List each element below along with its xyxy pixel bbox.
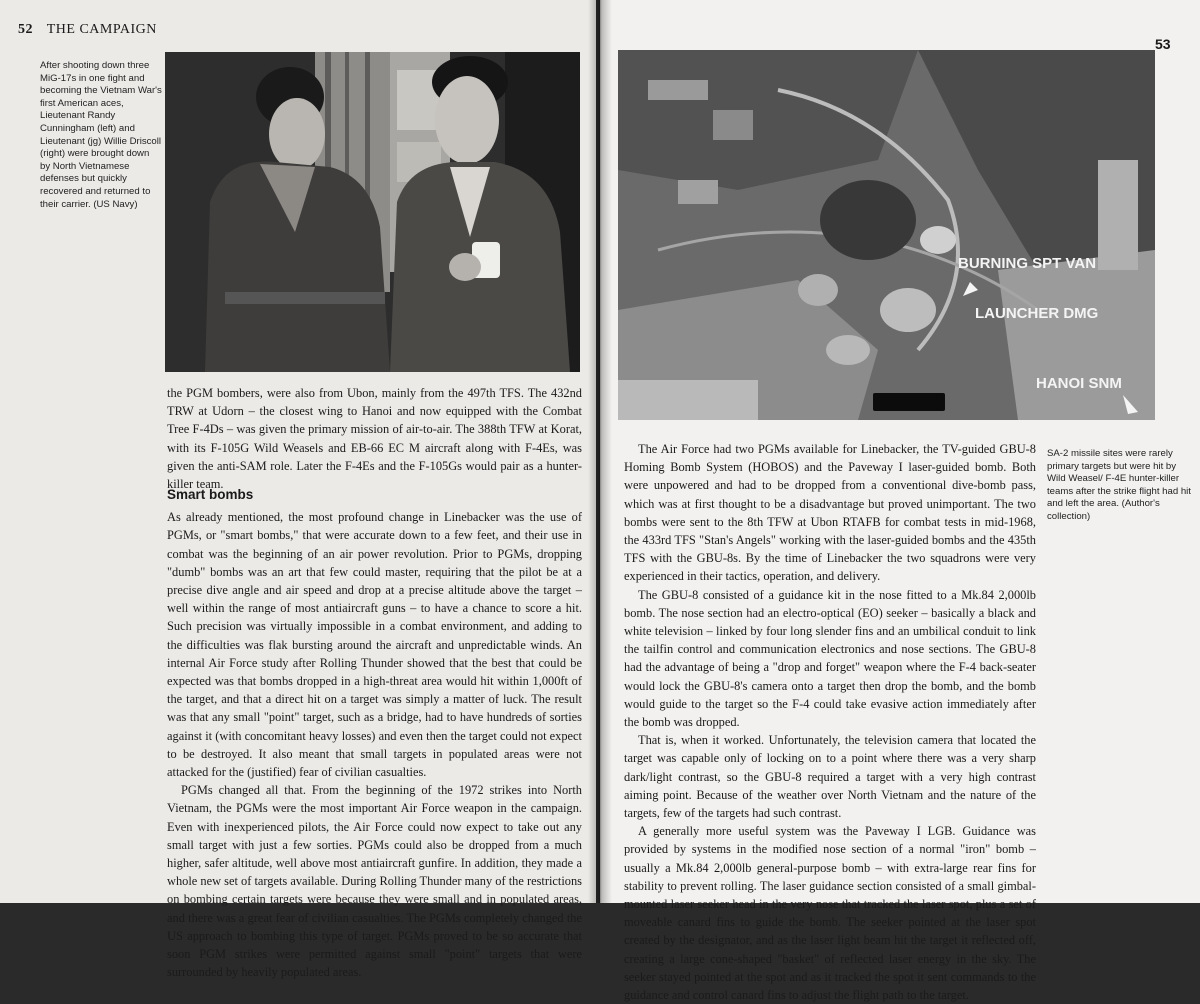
chapter-title: THE CAMPAIGN [46, 22, 157, 37]
smart-bombs-section [167, 486, 582, 981]
book-spine-shadow [588, 0, 612, 903]
intro-paragraph [167, 384, 582, 493]
left-page [0, 0, 596, 980]
body-paragraph: The GBU-8 consisted of a guidance kit in the nose fitted to a Mk.84 2,000lb bomb. The nose section had an electro-optical (EO) seeker – basically a black and white television – linked by four long slender fins and an umbilical conduit to link the tailfin control and communication electronics and nose sections. The GBU-8 had the advantage of being a "drop and forget" weapon where the F-4 back-seater would lock the GBU-8's camera onto a target then drop the bomb, and the bomb would guide to the target so the F-4 could take evasive action immediately after the bomb was dropped. [624, 587, 1036, 730]
aerial-photo-caption: SA-2 missile sites were rarely primary targets but were hit by Wild Weasel/ F-4E hunter-killer teams after the strike flight had hit and left the area. (Author's collection) [1047, 448, 1191, 522]
sam-site-aerial-photo [618, 50, 1155, 420]
section-heading: Smart bombs [167, 487, 254, 502]
body-paragraph: As already mentioned, the most profound change in Linebacker was the use of PGMs, or "smart bombs," that were accurate down to a few feet, and their use in combat was the beginning of an air power revolution. Prior to PGMs, dropping "dumb" bombs was an art that few could master, requiring that the pilot be at a precise dive angle and air speed and drop at a precise altitude above the target – well within the range of most antiaircraft guns – to have a chance to score a hit. Such precision was virtually impossible in a combat environment, and adding to the difficulties was flak bursting around the aircraft and unpredictable winds. An internal Air Force study after Rolling Thunder showed that the best that could be expected was that bombs dropped in a high-threat area would hit within 1,000ft of the target, and that a direct hit on a target was simply a matter of luck. The result was that any small "point" target, such as a bridge, had to have hundreds of sorties against it (with concomitant heavy losses) and even then the target could not expect to be destroyed. It also meant that small targets in populated areas were not attacked for the (justified) fear of civilian casualties. [167, 510, 582, 780]
redaction-bar [873, 393, 945, 411]
right-page [600, 0, 1200, 1003]
photo-label: HANOI SNM [1036, 375, 1122, 392]
body-paragraph: That is, when it worked. Unfortunately, the television camera that located the target was capable only of locking on to a point where there was a very sharp dark/light contrast, so the GBU-8 required a target with a very high contrast aiming point. Because of the weather over North Vietnam and the nature of the targets, few of the targets had such contrast. [624, 733, 1036, 821]
aviators-portrait-photo [165, 52, 580, 372]
body-paragraph: The Air Force had two PGMs available for Linebacker, the TV-guided GBU-8 Homing Bomb System (HOBOS) and the Paveway I laser-guided bomb. Both were unpowered and had to be dropped from a conventional dive-bomb pass, which was at first thought to be a disadvantage but proved unimportant. The two bombs were sent to the 8th TFW at Ubon RTAFB for combat tests in mid-1968, the 433rd TFS "Stan's Angels" working with the laser-guided bombs and the 435th TFS with the GBU-8s. By the time of Linebacker the two squadrons were very experienced in their tactics, operation, and delivery. [624, 442, 1036, 584]
page-number-right: 53 [1155, 36, 1171, 52]
photo-label: LAUNCHER DMG [975, 305, 1099, 322]
photo-label: BURNING SPT VAN [958, 255, 1097, 272]
portrait-photo-caption: After shooting down three MiG-17s in one fight and becoming the Vietnam War's first American aces, Lieutenant Randy Cunningham (left) and Lieutenant (jg) Willie Driscoll (right) were brought down by North Vietnamese defenses but quickly recovered and returned to their carrier. (US Navy) [40, 60, 162, 210]
running-head [18, 22, 157, 38]
page-number-left: 52 [18, 22, 33, 37]
body-paragraph: A generally more useful system was the Paveway I LGB. Guidance was provided by systems in the modified nose section of a normal "iron" bomb – usually a Mk.84 2,000lb general-purpose bomb – with extra-large rear fins for stability to prevent rolling. The laser guidance section consisted of a small gimbal-mounted laser seeker head in the very nose that tracked the laser spot, plus a set of moveable canard fins to guide the bomb. The seeker pointed at the laser spot created by the designator, and as the laser light beam hit the target it reflected off, creating a large cone-shaped "basket" of reflected laser energy in the sky. The seeker stayed pointed at the spot and as it tracked the spot it sent commands to the guidance and control canard fins to adjust the flight path to the target. [624, 824, 1036, 1003]
right-body-text [624, 440, 1036, 1004]
intro-paragraph-text: the PGM bombers, were also from Ubon, mainly from the 497th TFS. The 432nd TRW at Udorn – the closest wing to Hanoi and now equipped with the Combat Tree F-4Ds – was given the primary mission of air-to-air. The 388th TFW at Korat, with its F-105G Wild Weasels and EB-66 EC M aircraft along with F-4Es, was given the anti-SAM role. Later the F-4Es and the F-105Gs would pair as a hunter-killer team. [167, 386, 582, 492]
body-paragraph: PGMs changed all that. From the beginning of the 1972 strikes into North Vietnam, the PGMs were the most important Air Force weapon in the campaign. Even with inexperienced pilots, the Air Force could now expect to take out any small target with just a few sorties. PGMs could also be dropped from a much higher, safer altitude, well above most antiaircraft gunfire. In addition, they made a whole new set of targets available. During Rolling Thunder many of the restrictions on bombing certain targets were because they were small and in populated areas, and there was a great fear of civilian casualties. The PGMs completely changed the US approach to bombing this type of target. PGMs proved to be so accurate that soon PGM strikes were permitted against small "point" targets that were surrounded by heavily populated areas. [167, 783, 582, 980]
